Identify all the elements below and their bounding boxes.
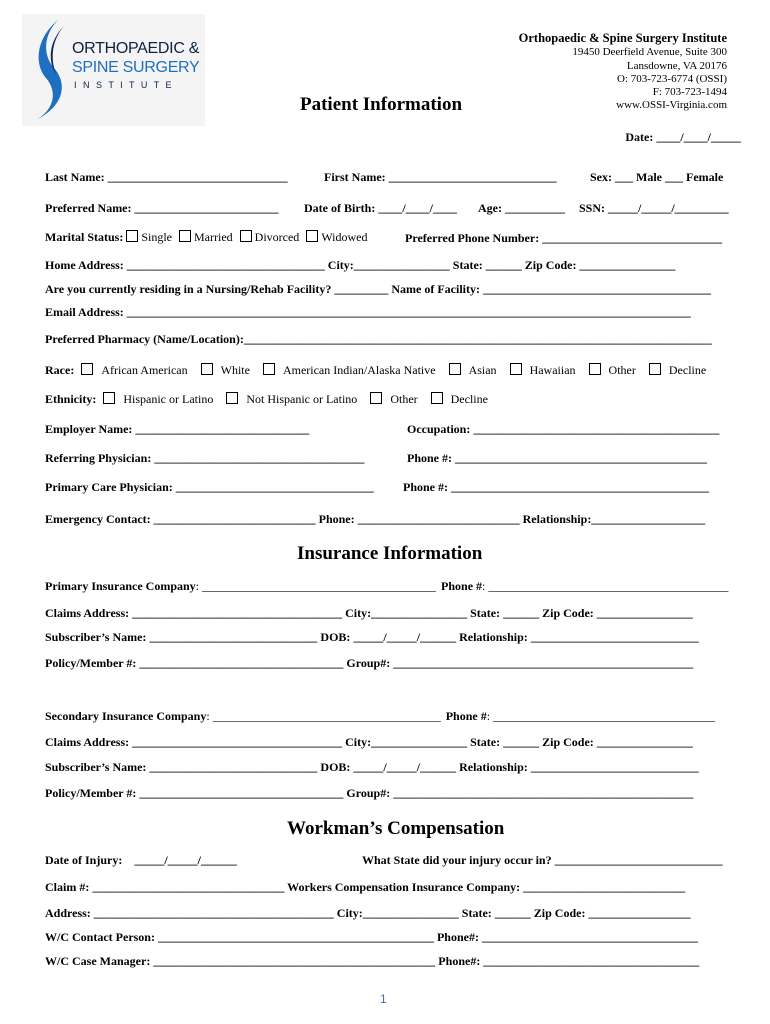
race-option-hawaiian[interactable]: Hawaiian bbox=[510, 363, 576, 378]
last-name-field[interactable]: Last Name: ______________________________ bbox=[45, 170, 288, 184]
checkbox-icon[interactable] bbox=[126, 230, 138, 242]
secondary-claims-address-row[interactable]: Claims Address: ___________________________________ City:________________ State: ______ Zip Code: ________________ bbox=[45, 735, 693, 749]
page-number: 1 bbox=[380, 992, 387, 1006]
marital-option-single[interactable]: Single bbox=[126, 230, 172, 245]
date-of-injury-field[interactable]: Date of Injury: _____/_____/______ bbox=[45, 853, 237, 867]
checkbox-icon[interactable] bbox=[589, 363, 601, 375]
race-option-african-american[interactable]: African American bbox=[81, 363, 187, 378]
email-field[interactable]: Email Address: ______________________________________________________________________________________________ bbox=[45, 305, 691, 319]
checkbox-icon[interactable] bbox=[510, 363, 522, 375]
occupation-field[interactable]: Occupation: _________________________________________ bbox=[407, 422, 720, 436]
injury-state-field[interactable]: What State did your injury occur in? ____________________________ bbox=[362, 853, 723, 867]
race-option-american-indian[interactable]: American Indian/Alaska Native bbox=[263, 363, 436, 378]
org-address2: Lansdowne, VA 20176 bbox=[626, 60, 727, 72]
first-name-field[interactable]: First Name: ____________________________ bbox=[324, 170, 557, 184]
race-option-asian[interactable]: Asian bbox=[449, 363, 497, 378]
sex-field[interactable]: Sex: ___ Male ___ Female bbox=[590, 170, 724, 184]
referring-physician-field[interactable]: Referring Physician: ___________________________________ bbox=[45, 451, 365, 465]
home-address-row[interactable]: Home Address: _________________________________ City:________________ State: ______ Zip Code: ________________ bbox=[45, 258, 676, 272]
race-option-decline[interactable]: Decline bbox=[649, 363, 706, 378]
dob-field[interactable]: Date of Birth: ____/____/____ bbox=[304, 201, 457, 215]
race-option-other[interactable]: Other bbox=[589, 363, 636, 378]
org-name: Orthopaedic & Spine Surgery Institute bbox=[518, 31, 727, 45]
pcp-phone-field[interactable]: Phone #: ___________________________________________ bbox=[403, 480, 709, 494]
pharmacy-field[interactable]: Preferred Pharmacy (Name/Location):______________________________________________________________________________ bbox=[45, 332, 712, 346]
wc-address-row[interactable]: Address: ________________________________________ City:________________ State: ______ Zip Code: _________________ bbox=[45, 906, 691, 920]
ethnicity-option-decline[interactable]: Decline bbox=[431, 392, 488, 407]
emergency-contact-row[interactable]: Emergency Contact: ___________________________ Phone: ___________________________ Relationship:___________________ bbox=[45, 512, 706, 526]
primary-subscriber-row[interactable]: Subscriber’s Name: ____________________________ DOB: _____/_____/______ Relationship: ____________________________ bbox=[45, 630, 699, 644]
marital-option-widowed[interactable]: Widowed bbox=[306, 230, 367, 245]
org-website: www.OSSI-Virginia.com bbox=[616, 99, 727, 111]
primary-claims-address-row[interactable]: Claims Address: ___________________________________ City:________________ State: ______ Zip Code: ________________ bbox=[45, 606, 693, 620]
wc-case-manager-row[interactable]: W/C Case Manager: _______________________________________________ Phone#: ____________________________________ bbox=[45, 954, 700, 968]
checkbox-icon[interactable] bbox=[103, 392, 115, 404]
checkbox-icon[interactable] bbox=[81, 363, 93, 375]
referring-phone-field[interactable]: Phone #: __________________________________________ bbox=[407, 451, 707, 465]
checkbox-icon[interactable] bbox=[226, 392, 238, 404]
checkbox-icon[interactable] bbox=[263, 363, 275, 375]
marital-status-row bbox=[45, 230, 367, 245]
marital-option-divorced[interactable]: Divorced bbox=[240, 230, 300, 245]
marital-option-married[interactable]: Married bbox=[179, 230, 233, 245]
ethnicity-label: Ethnicity: bbox=[45, 392, 97, 406]
race-option-white[interactable]: White bbox=[201, 363, 250, 378]
org-fax: F: 703-723-1494 bbox=[652, 86, 727, 98]
checkbox-icon[interactable] bbox=[449, 363, 461, 375]
claim-number-row[interactable]: Claim #: ________________________________ Workers Compensation Insurance Company: ___________________________ bbox=[45, 880, 686, 894]
logo-line2: SPINE SURGERY bbox=[72, 59, 200, 76]
employer-field[interactable]: Employer Name: _____________________________ bbox=[45, 422, 310, 436]
marital-status-label: Marital Status: bbox=[45, 230, 124, 244]
secondary-subscriber-row[interactable]: Subscriber’s Name: ____________________________ DOB: _____/_____/______ Relationship: ____________________________ bbox=[45, 760, 699, 774]
logo bbox=[22, 14, 205, 126]
ssn-field[interactable]: SSN: _____/_____/_________ bbox=[579, 201, 729, 215]
checkbox-icon[interactable] bbox=[649, 363, 661, 375]
ethnicity-option-hispanic[interactable]: Hispanic or Latino bbox=[103, 392, 213, 407]
preferred-phone-field[interactable]: Preferred Phone Number: ______________________________ bbox=[405, 231, 723, 245]
secondary-insurance-row[interactable]: Secondary Insurance Company: ______________________________________ Phone #: _____________________________________ bbox=[45, 709, 716, 723]
secondary-policy-row[interactable]: Policy/Member #: __________________________________ Group#: __________________________________________________ bbox=[45, 786, 694, 800]
checkbox-icon[interactable] bbox=[201, 363, 213, 375]
checkbox-icon[interactable] bbox=[431, 392, 443, 404]
race-row bbox=[45, 363, 706, 378]
age-field[interactable]: Age: __________ bbox=[478, 201, 565, 215]
pcp-field[interactable]: Primary Care Physician: _________________________________ bbox=[45, 480, 374, 494]
logo-line1: ORTHOPAEDIC & bbox=[72, 40, 200, 57]
preferred-name-field[interactable]: Preferred Name: ________________________ bbox=[45, 201, 279, 215]
patient-info-title: Patient Information bbox=[300, 94, 463, 115]
primary-insurance-row[interactable]: Primary Insurance Company: _______________________________________ Phone #: ________________________________________ bbox=[45, 579, 729, 593]
nursing-facility-row[interactable]: Are you currently residing in a Nursing/Rehab Facility? _________ Name of Facility: ______________________________________ bbox=[45, 282, 711, 296]
ethnicity-option-other[interactable]: Other bbox=[370, 392, 417, 407]
ethnicity-row bbox=[45, 392, 488, 407]
checkbox-icon[interactable] bbox=[179, 230, 191, 242]
insurance-info-title: Insurance Information bbox=[297, 543, 483, 564]
checkbox-icon[interactable] bbox=[370, 392, 382, 404]
checkbox-icon[interactable] bbox=[240, 230, 252, 242]
date-field[interactable]: Date: ____/____/_____ bbox=[625, 130, 741, 144]
logo-line3: I N S T I T U T E bbox=[74, 80, 174, 90]
workmans-comp-title: Workman’s Compensation bbox=[287, 818, 505, 839]
logo-swoosh-icon bbox=[28, 18, 68, 122]
race-label: Race: bbox=[45, 363, 75, 377]
org-phone: O: 703-723-6774 (OSSI) bbox=[617, 73, 727, 85]
checkbox-icon[interactable] bbox=[306, 230, 318, 242]
ethnicity-option-not-hispanic[interactable]: Not Hispanic or Latino bbox=[226, 392, 357, 407]
primary-policy-row[interactable]: Policy/Member #: __________________________________ Group#: __________________________________________________ bbox=[45, 656, 694, 670]
wc-contact-row[interactable]: W/C Contact Person: ______________________________________________ Phone#: ____________________________________ bbox=[45, 930, 698, 944]
org-address1: 19450 Deerfield Avenue, Suite 300 bbox=[572, 46, 727, 58]
